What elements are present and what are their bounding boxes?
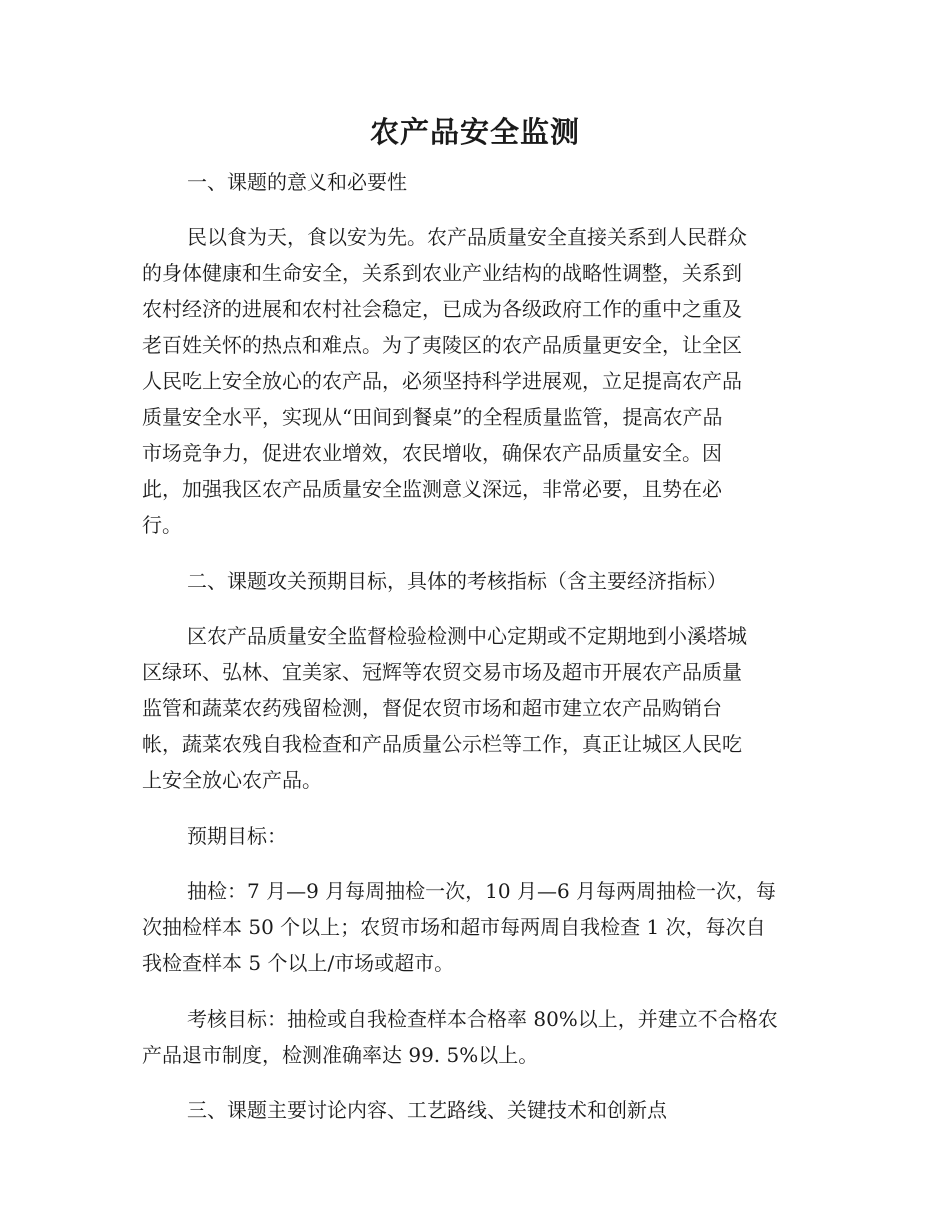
paragraph-4-line: 我检查样本 5 个以上/市场或超市。 bbox=[142, 951, 455, 975]
paragraph-1-line: 农村经济的进展和农村社会稳定，已成为各级政府工作的重中之重及 bbox=[142, 297, 742, 321]
paragraph-2-line: 区绿环、弘林、宜美家、冠辉等农贸交易市场及超市开展农产品质量 bbox=[142, 660, 742, 684]
paragraph-1-line: 此，加强我区农产品质量安全监测意义深远，非常必要，且势在必 bbox=[142, 477, 722, 501]
paragraph-2-line: 帐，蔬菜农残自我检查和产品质量公示栏等工作，真正让城区人民吃 bbox=[142, 732, 742, 756]
paragraph-1-line: 老百姓关怀的热点和难点。为了夷陵区的农产品质量更安全，让全区 bbox=[142, 333, 742, 357]
paragraph-2-line: 区农产品质量安全监督检验检测中心定期或不定期地到小溪塔城 bbox=[187, 624, 747, 648]
paragraph-1-line: 人民吃上安全放心的农产品，必须坚持科学进展观，立足提高农产品 bbox=[142, 369, 742, 393]
paragraph-4-line: 次抽检样本 50 个以上；农贸市场和超市每两周自我检查 1 次，每次自 bbox=[142, 915, 766, 939]
document-title: 农产品安全监测 bbox=[369, 115, 580, 149]
paragraph-1-line: 行。 bbox=[142, 513, 182, 537]
paragraph-1-line: 民以食为天，食以安为先。农产品质量安全直接关系到人民群众 bbox=[187, 225, 747, 249]
paragraph-5-line: 考核目标：抽检或自我检查样本合格率 80%以上，并建立不合格农 bbox=[187, 1007, 778, 1031]
paragraph-5-line: 产品退市制度，检测准确率达 99. 5%以上。 bbox=[142, 1043, 539, 1067]
paragraph-1-line: 市场竞争力，促进农业增效，农民增收，确保农产品质量安全。因 bbox=[142, 441, 722, 465]
paragraph-2-line: 监管和蔬菜农药残留检测，督促农贸市场和超市建立农产品购销台 bbox=[142, 696, 722, 720]
section-heading-2: 二、课题攻关预期目标，具体的考核指标（含主要经济指标） bbox=[187, 569, 727, 593]
paragraph-4-line: 抽检：7 月—9 月每周抽检一次，10 月—6 月每两周抽检一次，每 bbox=[187, 879, 777, 903]
paragraph-1-line: 的身体健康和生命安全，关系到农业产业结构的战略性调整，关系到 bbox=[142, 261, 742, 285]
paragraph-3-line: 预期目标： bbox=[187, 824, 287, 848]
section-heading-3: 三、课题主要讨论内容、工艺路线、关键技术和创新点 bbox=[187, 1098, 667, 1122]
paragraph-2-line: 上安全放心农产品。 bbox=[142, 768, 322, 792]
section-heading-1: 一、课题的意义和必要性 bbox=[187, 170, 407, 194]
paragraph-1-line: 质量安全水平，实现从“田间到餐桌”的全程质量监管，提高农产品 bbox=[142, 405, 723, 429]
